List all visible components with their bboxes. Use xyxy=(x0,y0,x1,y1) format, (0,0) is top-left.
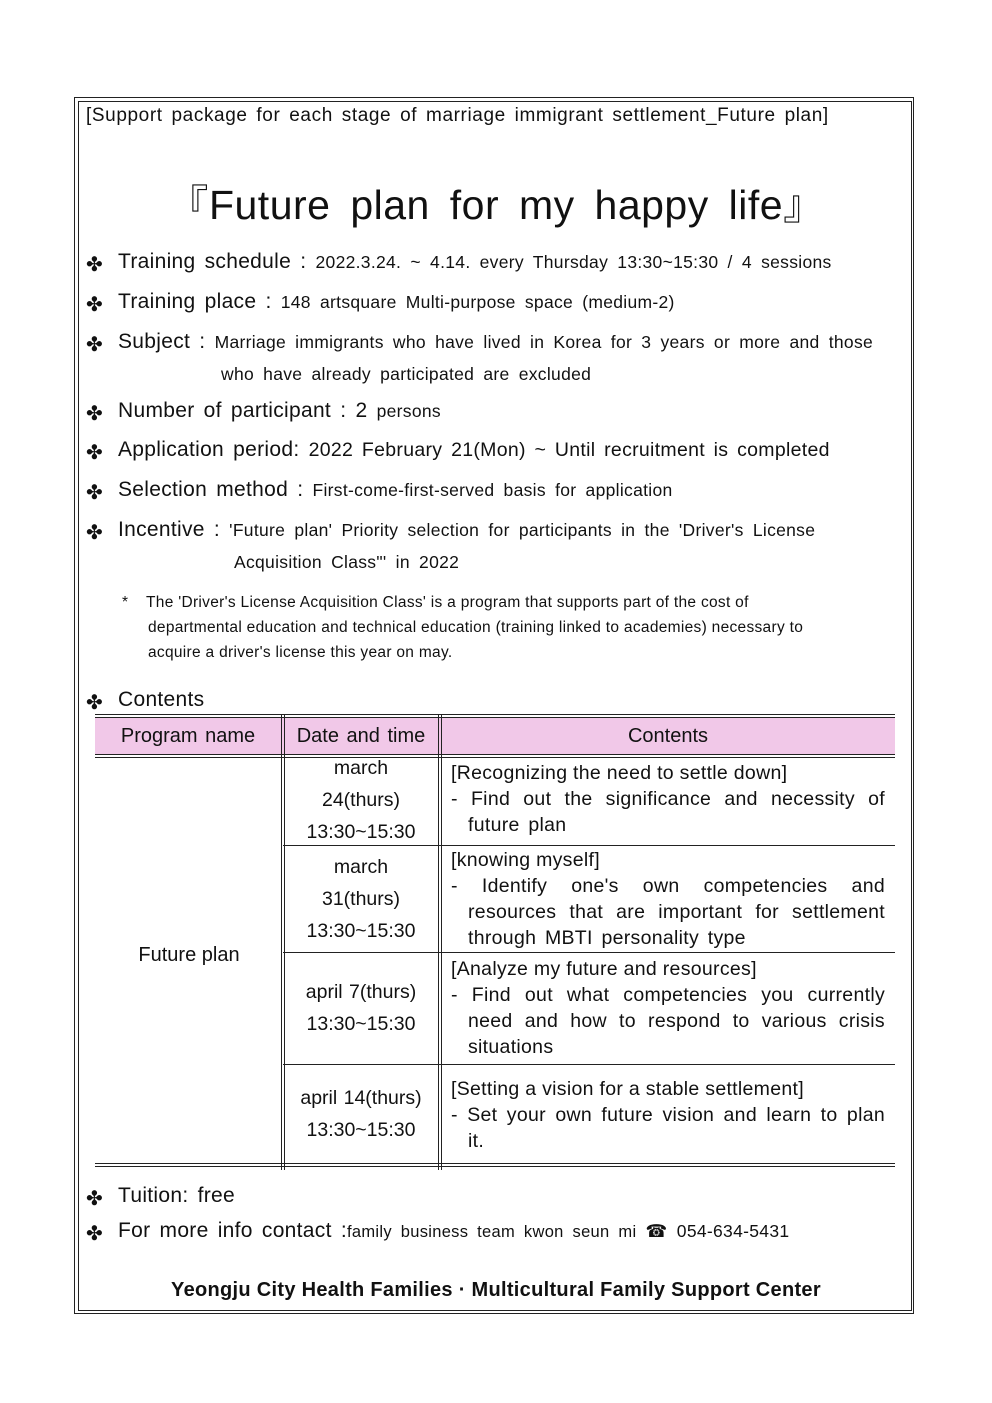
clover-bullet-icon: ✤ xyxy=(86,522,103,544)
program-table xyxy=(95,714,895,1170)
table-row-3-content: [Analyze my future and resources] - Find out what competencies you currently need and how to respond to various crisis situations xyxy=(451,958,885,1058)
contact-phone: 054-634-5431 xyxy=(676,1221,790,1241)
footnote-line3: acquire a driver's license this year on may. xyxy=(148,644,453,661)
table-row-4-content: [Setting a vision for a stable settlement] - Set your own future vision and learn to plan it. xyxy=(451,1078,885,1152)
contact-label: For more info contact : xyxy=(118,1219,347,1242)
table-row-2-content: [knowing myself] - Identify one's own competencies and resources that are important for settlement through MBTI personality type xyxy=(451,849,885,949)
clover-bullet-icon: ✤ xyxy=(86,1223,103,1245)
participants-number: 2 xyxy=(355,399,368,422)
schedule-value: 2022.3.24. ~ 4.14. every Thursday 13:30~15:30 / 4 sessions xyxy=(315,252,832,272)
footnote-line2: departmental education and technical education (training linked to academies) necessary to xyxy=(148,619,804,636)
organization-footer: Yeongju City Health Families · Multicultural Family Support Center xyxy=(171,1279,821,1301)
contents-label: Contents xyxy=(118,688,205,711)
participants-unit: persons xyxy=(367,401,441,421)
clover-bullet-icon: ✤ xyxy=(86,692,103,714)
application-label: Application period xyxy=(118,438,294,461)
contact-value: family business team kwon seun mi xyxy=(346,1223,637,1241)
header-program-name: Program name xyxy=(120,725,256,747)
schedule-label: Training schedule xyxy=(118,250,292,273)
clover-bullet-icon: ✤ xyxy=(86,482,103,504)
clover-bullet-icon: ✤ xyxy=(86,1188,103,1210)
incentive-value-line1: 'Future plan' Priority selection for participants in the 'Driver's License xyxy=(229,520,816,540)
table-row-2-date: march 31(thurs) 13:30~15:30 xyxy=(306,856,416,942)
participants-label: Number of participant xyxy=(118,399,332,422)
document-title: 『Future plan for my happy life』 xyxy=(167,182,825,228)
subject-value-line2: who have already participated are excluded xyxy=(221,364,592,384)
table-row-1-content: [Recognizing the need to settle down] - Find out the significance and necessity of future plan xyxy=(451,762,885,836)
footnote xyxy=(122,590,908,665)
header-contents: Contents xyxy=(627,725,709,747)
incentive-label: Incentive xyxy=(118,518,205,541)
incentive-value-line2: Acquisition Class"' in 2022 xyxy=(234,552,460,572)
phone-icon: ☎ xyxy=(645,1221,668,1241)
place-value: 148 artsquare Multi-purpose space (medium-2) xyxy=(280,292,675,312)
program-name-cell: Future plan xyxy=(138,944,240,966)
footnote-star: * xyxy=(122,594,129,611)
table-row-3-date: april 7(thurs) 13:30~15:30 xyxy=(305,981,417,1035)
tuition-text: Tuition: free xyxy=(118,1184,236,1207)
document-header: [Support package for each stage of marriage immigrant settlement_Future plan] xyxy=(86,105,829,126)
clover-bullet-icon: ✤ xyxy=(86,254,103,276)
selection-label: Selection method xyxy=(118,478,289,501)
table-row-1-date: march 24(thurs) 13:30~15:30 xyxy=(306,757,416,843)
subject-value-line1: Marriage immigrants who have lived in Korea for 3 years or more and those xyxy=(214,332,874,352)
header-date-time: Date and time xyxy=(296,725,426,747)
footnote-line1: The 'Driver's License Acquisition Class' is a program that supports part of the cost of xyxy=(146,594,749,611)
clover-bullet-icon: ✤ xyxy=(86,403,103,425)
table-row-4-date: april 14(thurs) 13:30~15:30 xyxy=(300,1087,422,1141)
place-label: Training place xyxy=(118,290,257,313)
selection-value: First-come-first-served basis for application xyxy=(312,480,673,500)
clover-bullet-icon: ✤ xyxy=(86,442,103,464)
subject-label: Subject xyxy=(118,330,191,353)
clover-bullet-icon: ✤ xyxy=(86,334,103,356)
application-value: 2022 February 21(Mon) ~ Until recruitment is completed xyxy=(308,439,830,461)
clover-bullet-icon: ✤ xyxy=(86,294,103,316)
